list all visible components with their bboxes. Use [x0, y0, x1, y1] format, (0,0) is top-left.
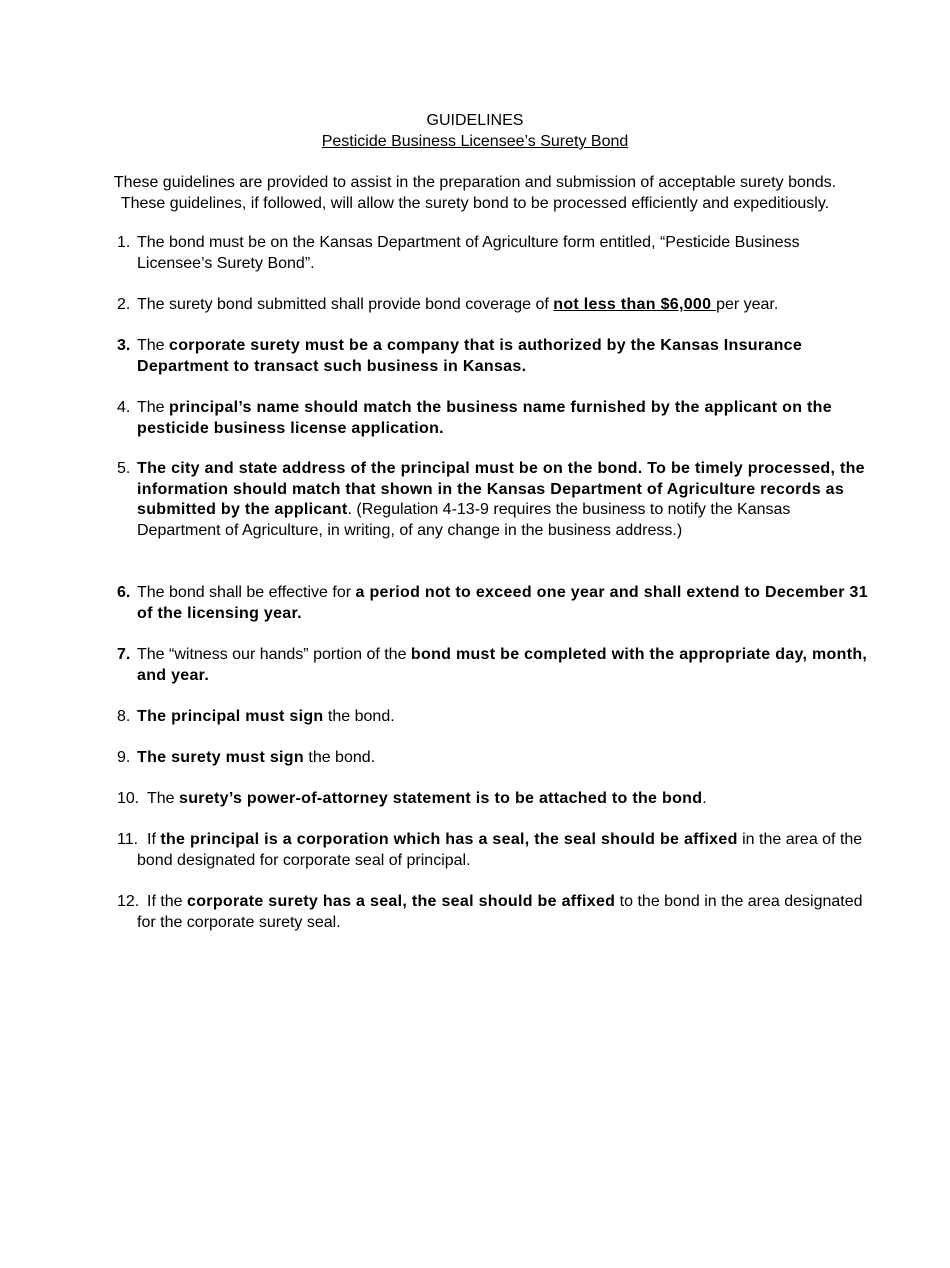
guideline-text — [117, 892, 877, 933]
guideline-number: 6. — [117, 584, 131, 601]
guideline-item — [117, 707, 877, 728]
guideline-text — [117, 583, 877, 624]
guideline-segment: The bond shall be effective for — [137, 584, 356, 601]
guideline-text — [117, 830, 877, 871]
intro-paragraph — [60, 173, 890, 214]
guideline-emphasis: corporate surety has a seal, the seal should be affixed — [187, 893, 616, 910]
guideline-emphasis: corporate surety must be a company that is authorized by the Kansas Insurance Department to transact such business in Kansas. — [137, 337, 803, 375]
guideline-emphasis: bond must be completed with the appropriate day, month, and year. — [137, 646, 868, 684]
guideline-item — [117, 398, 877, 439]
guideline-emphasis: The principal must sign — [137, 708, 324, 725]
guideline-segment: The — [147, 790, 180, 807]
guideline-item — [117, 583, 877, 624]
page-title: GUIDELINES — [426, 112, 524, 129]
guideline-segment: the bond. — [303, 749, 376, 766]
guideline-emphasis: surety’s power-of-attorney statement is to be attached to the bond — [179, 790, 703, 807]
guideline-segment: The “witness our hands” portion of the — [137, 646, 411, 663]
guideline-item — [117, 645, 877, 686]
guideline-item — [117, 830, 877, 871]
guideline-number: 4. — [117, 399, 131, 416]
guideline-emphasis: not less than $6,000 — [553, 296, 717, 313]
guideline-number: 11. — [117, 831, 139, 848]
guideline-item — [117, 233, 877, 274]
guideline-segment: The bond must be on the Kansas Department of Agriculture form entitled, “Pesticide Business Licensee’s Surety Bond”. — [137, 234, 800, 272]
guideline-number: 12. — [117, 893, 140, 910]
guideline-segment: If the — [147, 893, 188, 910]
guideline-emphasis: The city and state address of the principal must be on the bond. To be timely processed, the information should match that shown in the Kansas Department of Agriculture records as submitted by the applicant — [137, 460, 865, 518]
guideline-segment: . (Regulation 4-13-9 requires the business to notify the Kansas Department of Agriculture, in writing, of any change in the business address.) — [137, 501, 791, 539]
guideline-item — [117, 336, 877, 377]
guideline-text — [117, 233, 877, 274]
guideline-segment: The — [137, 399, 170, 416]
guideline-segment: the bond. — [323, 708, 395, 725]
guideline-text — [117, 707, 877, 728]
guideline-number: 3. — [117, 337, 131, 354]
guideline-segment: per year. — [716, 296, 779, 313]
guideline-item — [117, 789, 877, 810]
guideline-text — [117, 295, 877, 316]
guideline-text — [117, 645, 877, 686]
intro-line-2: These guidelines, if followed, will allow the surety bond to be processed efficiently and expeditiously. — [120, 194, 830, 212]
guideline-number: 2. — [117, 296, 131, 313]
guideline-number: 8. — [117, 708, 131, 725]
guideline-emphasis: the principal is a corporation which has a seal, the seal should be affixed — [160, 831, 738, 848]
guideline-emphasis: principal’s name should match the business name furnished by the applicant on the pesticide business license application. — [137, 399, 832, 437]
guideline-segment: . — [702, 790, 707, 807]
intro-line-1: These guidelines are provided to assist in the preparation and submission of acceptable surety bonds. — [113, 174, 837, 191]
guideline-emphasis: The surety must sign — [137, 749, 304, 766]
guideline-emphasis: a period not to exceed one year and shall extend to December 31 of the licensing year. — [137, 584, 868, 622]
guideline-segment: The surety bond submitted shall provide bond coverage of — [137, 296, 554, 313]
guideline-number: 9. — [117, 749, 131, 766]
guideline-number: 1. — [117, 234, 131, 251]
guideline-segment: in the area of the bond designated for corporate seal of principal. — [137, 831, 863, 869]
guideline-segment: The — [137, 337, 170, 354]
guideline-text — [117, 748, 877, 769]
guideline-item — [117, 459, 877, 541]
guideline-item — [117, 748, 877, 769]
guideline-item — [117, 295, 877, 316]
guideline-number: 5. — [117, 460, 131, 477]
guideline-text — [117, 789, 877, 810]
guideline-text — [117, 398, 877, 439]
guideline-number: 7. — [117, 646, 131, 663]
guideline-text — [117, 336, 877, 377]
guideline-number: 10. — [117, 790, 140, 807]
guideline-segment: If — [147, 831, 161, 848]
guideline-text — [117, 459, 877, 541]
page-subtitle: Pesticide Business Licensee’s Surety Bond — [321, 133, 629, 150]
guideline-segment: to the bond in the area designated for the corporate surety seal. — [137, 893, 863, 931]
guideline-item — [117, 892, 877, 933]
